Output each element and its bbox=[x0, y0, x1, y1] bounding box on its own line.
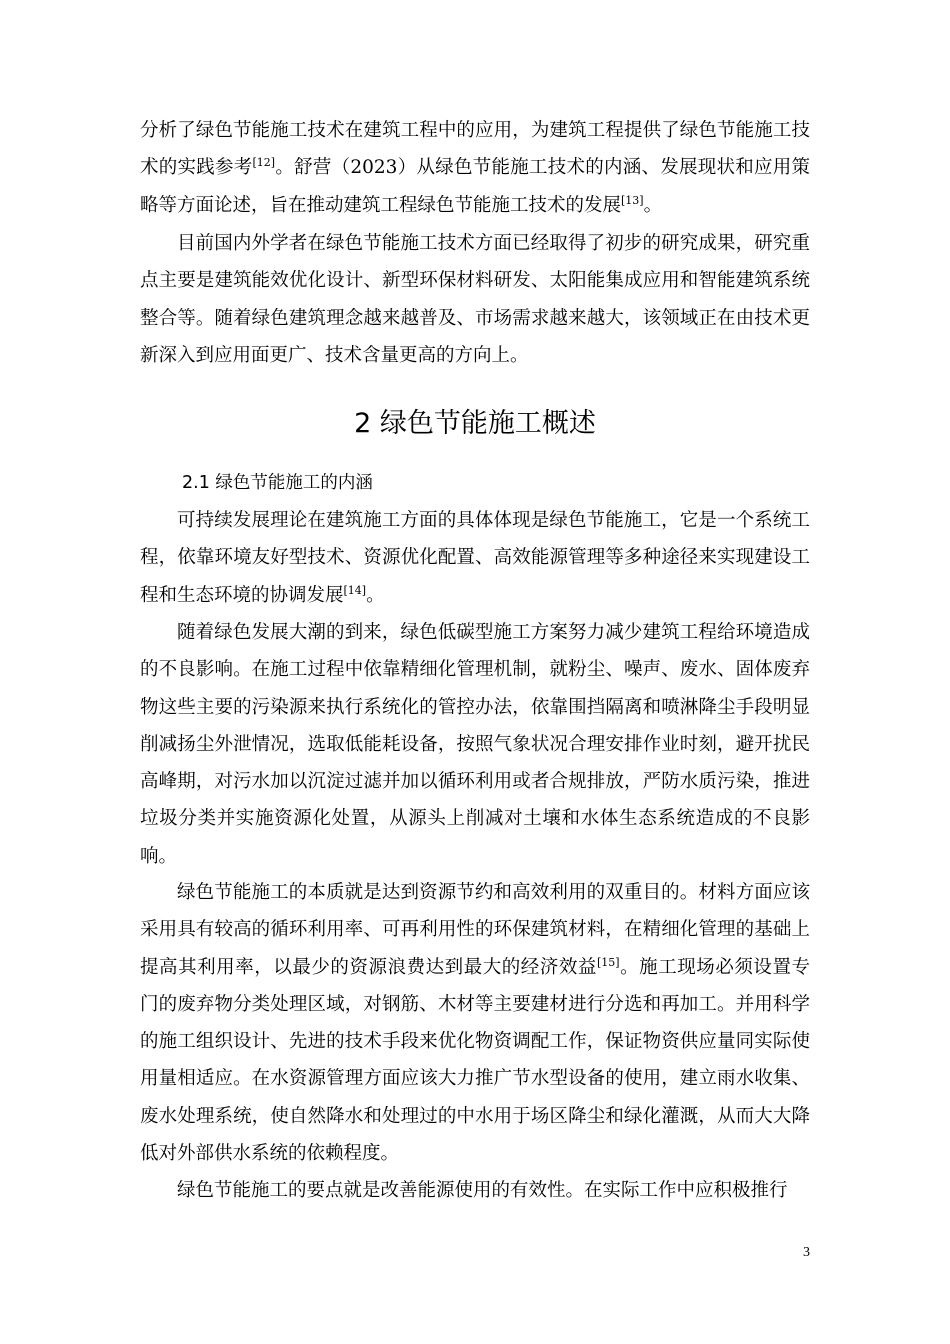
citation-marker: [15] bbox=[596, 955, 620, 969]
page-number: 3 bbox=[803, 1245, 810, 1260]
paragraph-text: 。施工现场必须设置专门的废弃物分类处理区域，对钢筋、木材等主要建材进行分选和再加工。并用科学的施工组织设计、先进的技术手段来优化物资调配工作，保证物资供应量同实际使用量相适应。在水资源管理方面应该大力推广节水型设备的使用，建立雨水收集、废水处理系统，使自然降水和处理过的中水用于场区降尘和绿化灌溉，从而大大降低对外部供水系统的依赖程度。 bbox=[140, 956, 810, 1165]
citation-marker: [13] bbox=[621, 193, 644, 207]
paragraph-text: 。 bbox=[643, 194, 663, 216]
paragraph-research-summary bbox=[140, 225, 810, 374]
paragraph-text: 。 bbox=[366, 584, 385, 606]
paragraph-pollution-control bbox=[140, 614, 810, 875]
citation-marker: [12] bbox=[252, 156, 276, 170]
paragraph-text: 。舒营（2023）从绿色节能施工技术的内涵、发展现状和应用策略等方面论述，旨在推动建筑工程绿色节能施工技术的发展 bbox=[140, 157, 810, 216]
paragraph-text: 分析了绿色节能施工技术在建筑工程中的应用，为建筑工程提供了绿色节能施工技术的实践参考 bbox=[140, 120, 810, 179]
section-title: 2.1 绿色节能施工的内涵 bbox=[182, 473, 373, 493]
paragraph-text: 目前国内外学者在绿色节能施工技术方面已经取得了初步的研究成果，研究重点主要是建筑能效优化设计、新型环保材料研发、太阳能集成应用和智能建筑系统整合等。随着绿色建筑理念越来越普及、市场需求越来越大，该领域正在由技术更新深入到应用面更广、技术含量更高的方向上。 bbox=[140, 233, 810, 366]
paragraph-literature-review-end bbox=[140, 112, 810, 224]
citation-marker: [14] bbox=[343, 583, 367, 597]
chapter-title: 2 绿色节能施工概述 bbox=[354, 408, 596, 439]
paragraph-text: 绿色节能施工的要点就是改善能源使用的有效性。在实际工作中应积极推行 bbox=[177, 1180, 788, 1201]
paragraph-definition bbox=[140, 502, 810, 614]
paragraph-text: 绿色节能施工的本质就是达到资源节约和高效利用的双重目的。材料方面应该采用具有较高的循环利用率、可再利用性的环保建筑材料，在精细化管理的基础上提高其利用率，以最少的资源浪费达到最大的经济效益 bbox=[140, 882, 810, 978]
paragraph-text: 可持续发展理论在建筑施工方面的具体体现是绿色节能施工，它是一个系统工程，依靠环境友好型技术、资源优化配置、高效能源管理等多种途径来实现建设工程和生态环境的协调发展 bbox=[140, 510, 810, 606]
paragraph-resource-efficiency bbox=[140, 874, 810, 1172]
paragraph-energy-efficiency bbox=[140, 1172, 810, 1209]
paragraph-text: 随着绿色发展大潮的到来，绿色低碳型施工方案努力减少建筑工程给环境造成的不良影响。在施工过程中依靠精细化管理机制，就粉尘、噪声、废水、固体废弃物这些主要的污染源来执行系统化的管控办法，依靠围挡隔离和喷淋降尘手段明显削减扬尘外泄情况，选取低能耗设备，按照气象状况合理安排作业时刻，避开扰民高峰期，对污水加以沉淀过滤并加以循环利用或者合规排放，严防水质污染，推进垃圾分类并实施资源化处置，从源头上削减对土壤和水体生态系统造成的不良影响。 bbox=[140, 622, 810, 867]
